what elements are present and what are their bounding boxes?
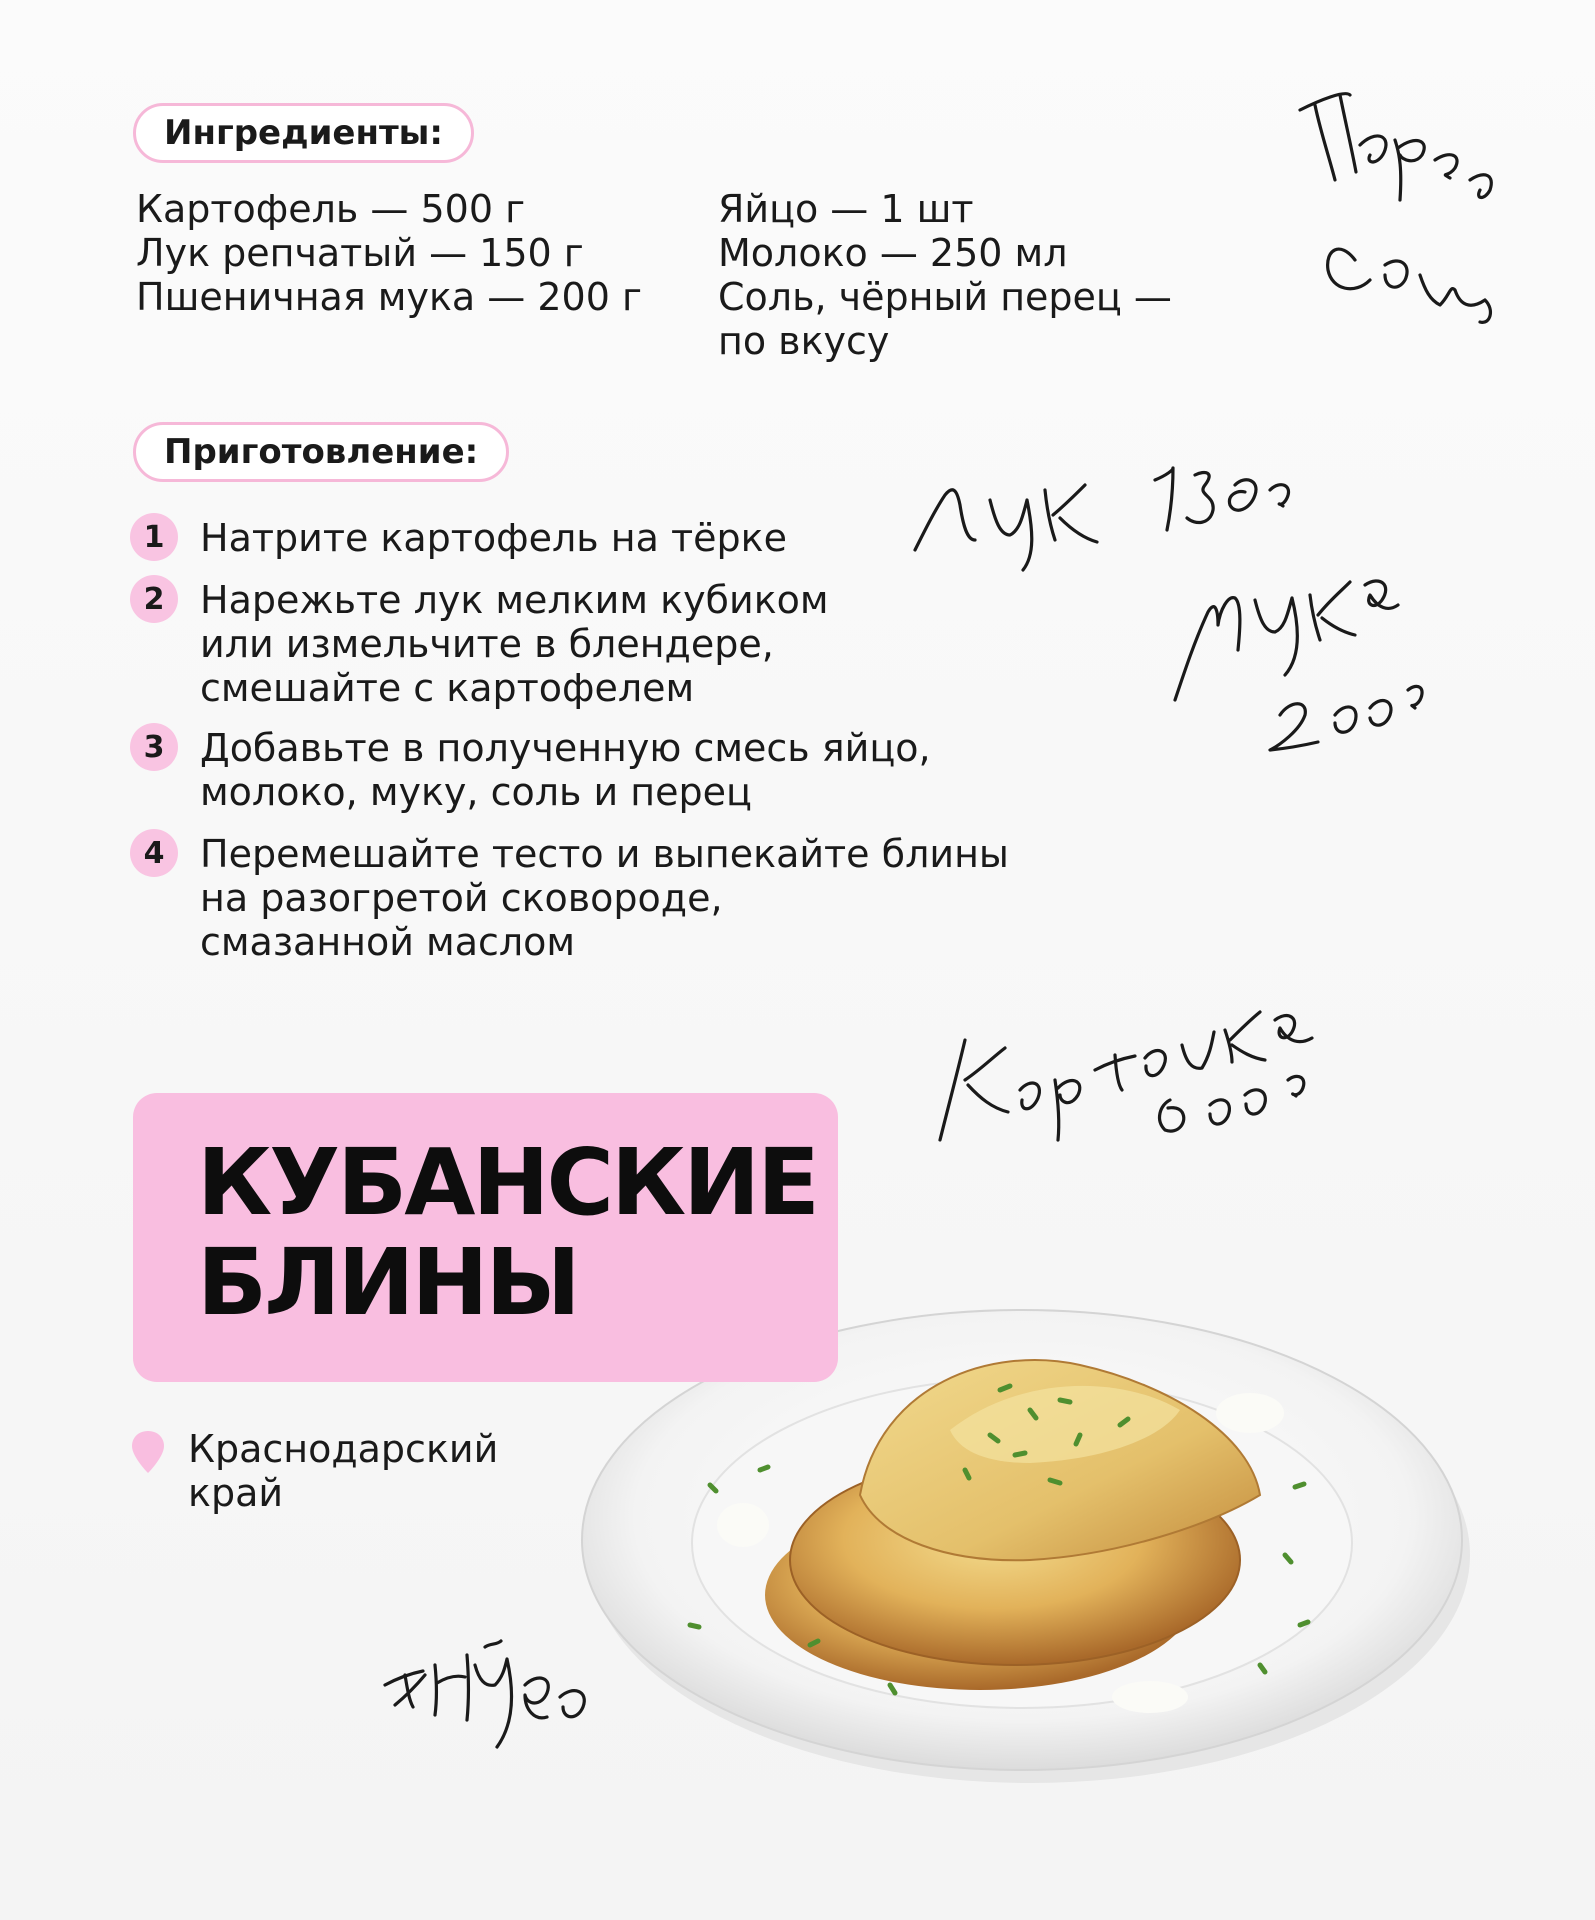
region-text: Краснодарский край [188,1427,499,1515]
ingredient-item: по вкусу [718,319,890,363]
handwritten-note-potato [920,930,1340,1160]
ingredients-left-column [136,187,642,319]
step-text: Натрите картофель на тёрке [200,516,787,560]
ingredients-heading-label: Ингредиенты: [164,113,443,153]
step-number-badge: 3 [130,723,178,771]
preparation-heading-label: Приготовление: [164,432,479,472]
ingredient-item: Лук репчатый — 150 г [136,231,584,275]
step-text: Добавьте в полученную смесь яйцо, молоко, муку, соль и перец [200,726,931,814]
dish-title: КУБАНСКИЕ БЛИНЫ [197,1129,818,1336]
dish-title-box [133,1093,838,1382]
ingredient-item: Пшеничная мука — 200 г [136,275,642,319]
region [130,1427,498,1515]
ingredient-item: Картофель — 500 г [136,187,526,231]
sour-cream [1216,1393,1284,1433]
step-item-1 [130,516,787,561]
ingredient-item: Яйцо — 1 шт [718,187,974,231]
step-number-badge: 2 [130,575,178,623]
sour-cream [717,1503,769,1547]
handwritten-note-flour [1160,540,1430,760]
step-number-badge: 1 [130,513,178,561]
ingredient-item: Молоко — 250 мл [718,231,1068,275]
step-item-2 [130,578,829,710]
handwritten-note-pepper-salt [1290,60,1510,340]
ingredients-right-column [718,187,1172,363]
step-text: Перемешайте тесто и выпекайте блины на разогретой сковороде, смазанной маслом [200,832,1009,964]
step-text: Нарежьте лук мелким кубиком или измельчите в блендере, смешайте с картофелем [200,578,829,710]
step-item-3 [130,726,931,814]
handwritten-note-egg [375,1625,615,1765]
preparation-heading [133,422,509,482]
ingredient-item: Соль, чёрный перец — [718,275,1172,319]
step-number-badge: 4 [130,829,178,877]
location-pin-icon [130,1429,166,1475]
sour-cream [1112,1681,1188,1713]
step-item-4 [130,832,1009,964]
ingredients-heading [133,103,474,163]
